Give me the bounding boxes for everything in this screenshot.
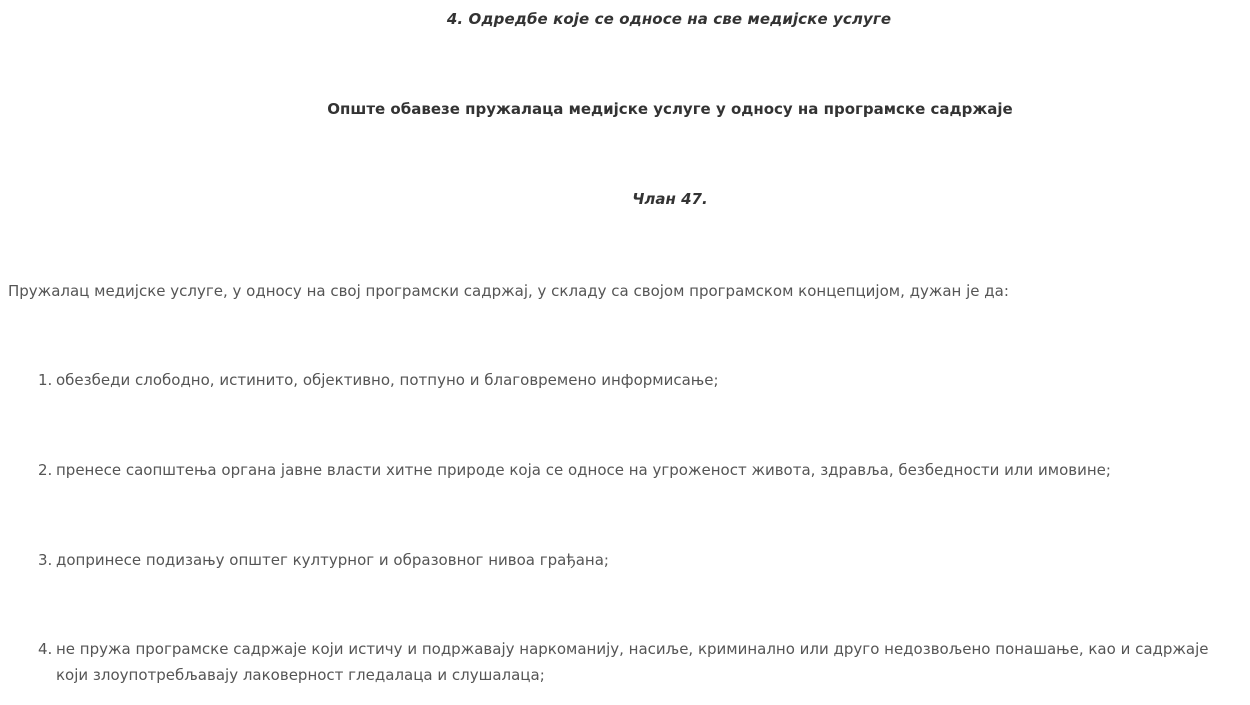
subheading: Опште обавезе пружалаца медијске услуге у односу на програмске садржаје: [327, 100, 1013, 118]
list-item-text: пренесе саопштења органа јавне власти хитне природе која се односе на угроженост живота, здравља, безбедности или имовине;: [56, 461, 1111, 479]
article-heading: Члан 47.: [632, 190, 708, 208]
list-item-text: не пружа програмске садржаје који истичу и подржавају наркоманију, насиље, криминално или друго недозвољено понашање, као и садржаје који злоупотребљавају лаковерност гледалаца и слушалаца;: [56, 640, 1209, 684]
list-item-text: обезбеди слободно, истинито, објективно, потпуно и благовремено информисање;: [56, 371, 719, 389]
list-item-text: допринесе подизању општег културног и образовног нивоа грађана;: [56, 551, 609, 569]
list-item: [38, 457, 1238, 483]
list-item: [38, 636, 1238, 688]
list-item-number: 3.: [38, 551, 53, 569]
list-item-number: 1.: [38, 371, 53, 389]
list-item: [38, 547, 1238, 573]
intro-paragraph: Пружалац медијске услуге, у односу на свој програмски садржај, у складу са својом програмском концепцијом, дужан је да:: [8, 282, 1009, 300]
list-item: [38, 367, 1238, 393]
section-heading: 4. Одредбе које се односе на све медијске услуге: [446, 10, 892, 28]
list-item-number: 4.: [38, 640, 53, 658]
list-item-number: 2.: [38, 461, 53, 479]
